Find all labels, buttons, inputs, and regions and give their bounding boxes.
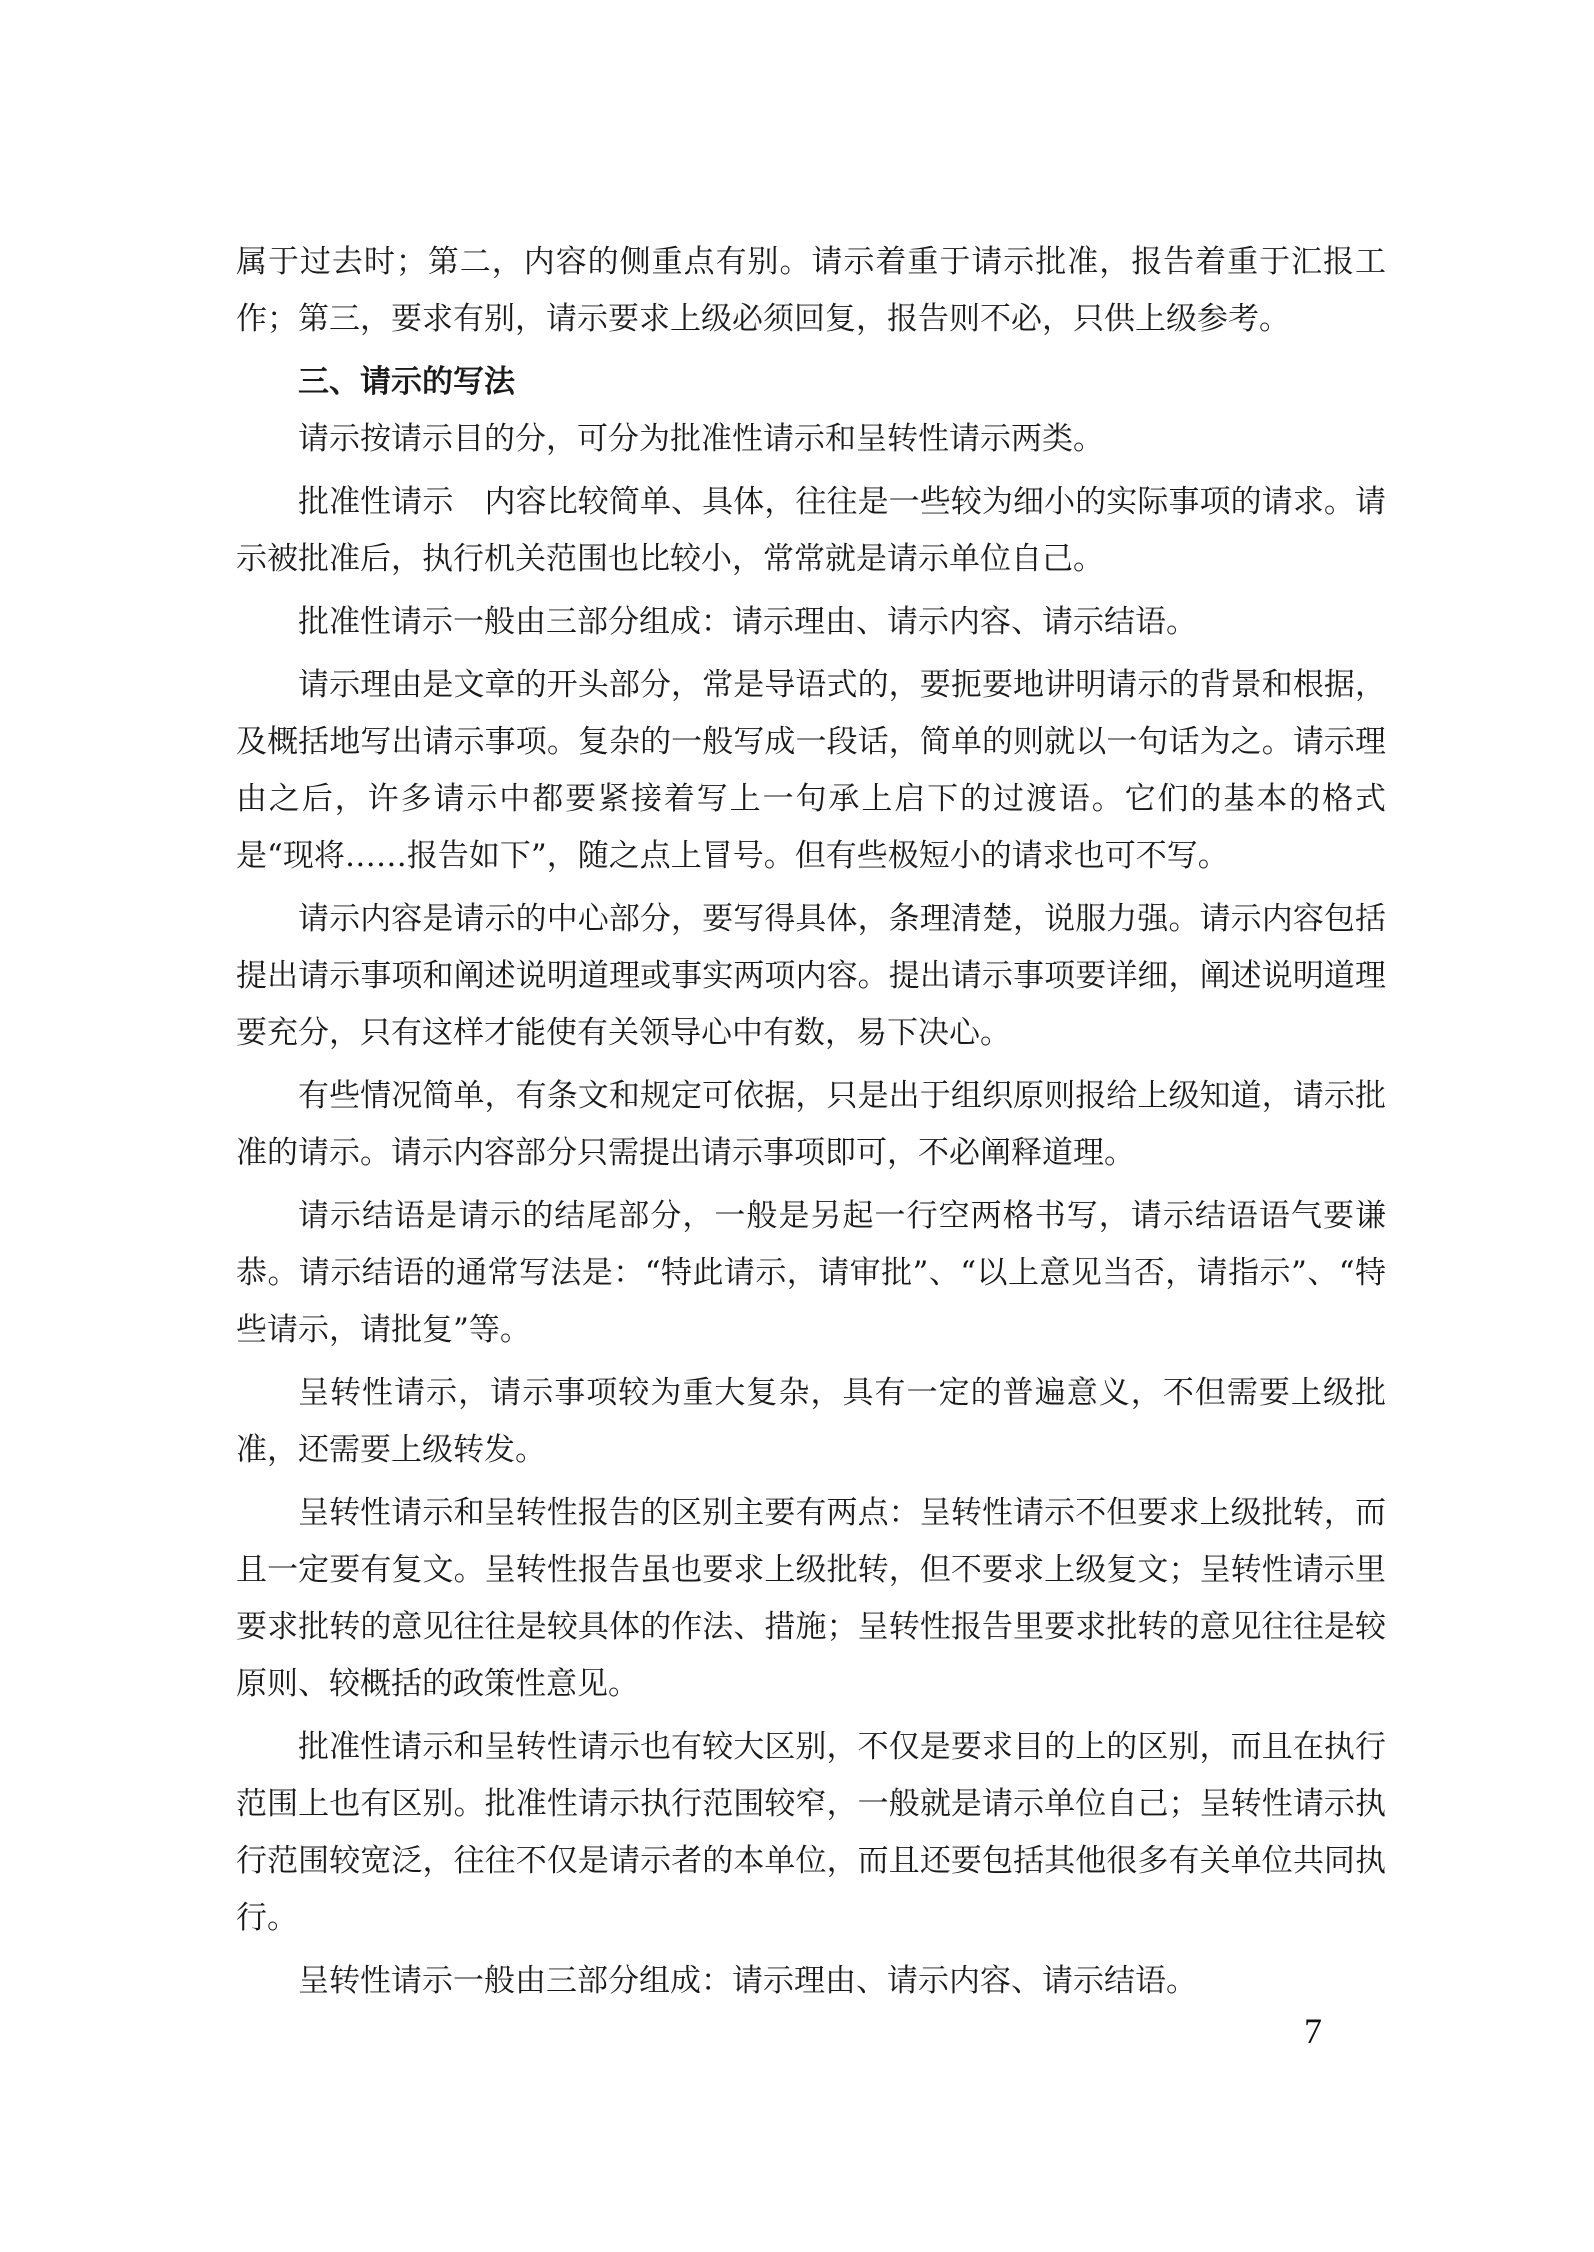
paragraph: 请示按请示目的分，可分为批准性请示和呈转性请示两类。: [298, 421, 1104, 457]
paragraph: 批准性请示 内容比较简单、具体，往往是一些较为细小的实际事项的请求。请示被批准后，执行机关范围也比较小，常常就是请示单位自己。: [236, 484, 1386, 577]
paragraph: 请示内容是请示的中心部分，要写得具体，条理清楚，说服力强。请示内容包括提出请示事项和阐述说明道理或事实两项内容。提出请示事项要详细，阐述说明道理要充分，只有这样才能使有关领导心中有数，易下决心。: [236, 901, 1386, 1051]
paragraph: 呈转性请示一般由三部分组成：请示理由、请示内容、请示结语。: [298, 1963, 1197, 1999]
paragraph: 呈转性请示，请示事项较为重大复杂，具有一定的普遍意义，不但需要上级批准，还需要上级转发。: [236, 1375, 1386, 1468]
paragraph: 请示理由是文章的开头部分，常是导语式的，要扼要地讲明请示的背景和根据，及概括地写出请示事项。复杂的一般写成一段话，简单的则就以一句话为之。请示理由之后，许多请示中都要紧接着写上一句承上启下的过渡语。它们的基本的格式是“现将……报告如下”，随之点上冒号。但有些极短小的请求也可不写。: [236, 667, 1386, 874]
page-number: 7: [1304, 2011, 1322, 2051]
paragraph: 有些情况简单，有条文和规定可依据，只是出于组织原则报给上级知道，请示批准的请示。请示内容部分只需提出请示事项即可，不必阐释道理。: [236, 1078, 1386, 1171]
paragraph: 批准性请示和呈转性请示也有较大区别，不仅是要求目的上的区别，而且在执行范围上也有区别。批准性请示执行范围较窄，一般就是请示单位自己；呈转性请示执行范围较宽泛，往往不仅是请示者的本单位，而且还要包括其他很多有关单位共同执行。: [236, 1729, 1386, 1936]
paragraph: 批准性请示一般由三部分组成：请示理由、请示内容、请示结语。: [298, 604, 1197, 640]
paragraph: 呈转性请示和呈转性报告的区别主要有两点：呈转性请示不但要求上级批转，而且一定要有复文。呈转性报告虽也要求上级批转，但不要求上级复文；呈转性请示里要求批转的意见往往是较具体的作法、措施；呈转性报告里要求批转的意见往往是较原则、较概括的政策性意见。: [236, 1495, 1386, 1702]
paragraph-continuation: 属于过去时；第二，内容的侧重点有别。请示着重于请示批准，报告着重于汇报工作；第三，要求有别，请示要求上级必须回复，报告则不必，只供上级参考。: [236, 244, 1386, 337]
page-body: [236, 234, 1386, 2010]
paragraph: 请示结语是请示的结尾部分，一般是另起一行空两格书写，请示结语语气要谦恭。请示结语的通常写法是：“特此请示，请审批”、“以上意见当否，请指示”、“特些请示，请批复”等。: [236, 1198, 1386, 1348]
section-heading: 三、请示的写法: [298, 364, 515, 400]
